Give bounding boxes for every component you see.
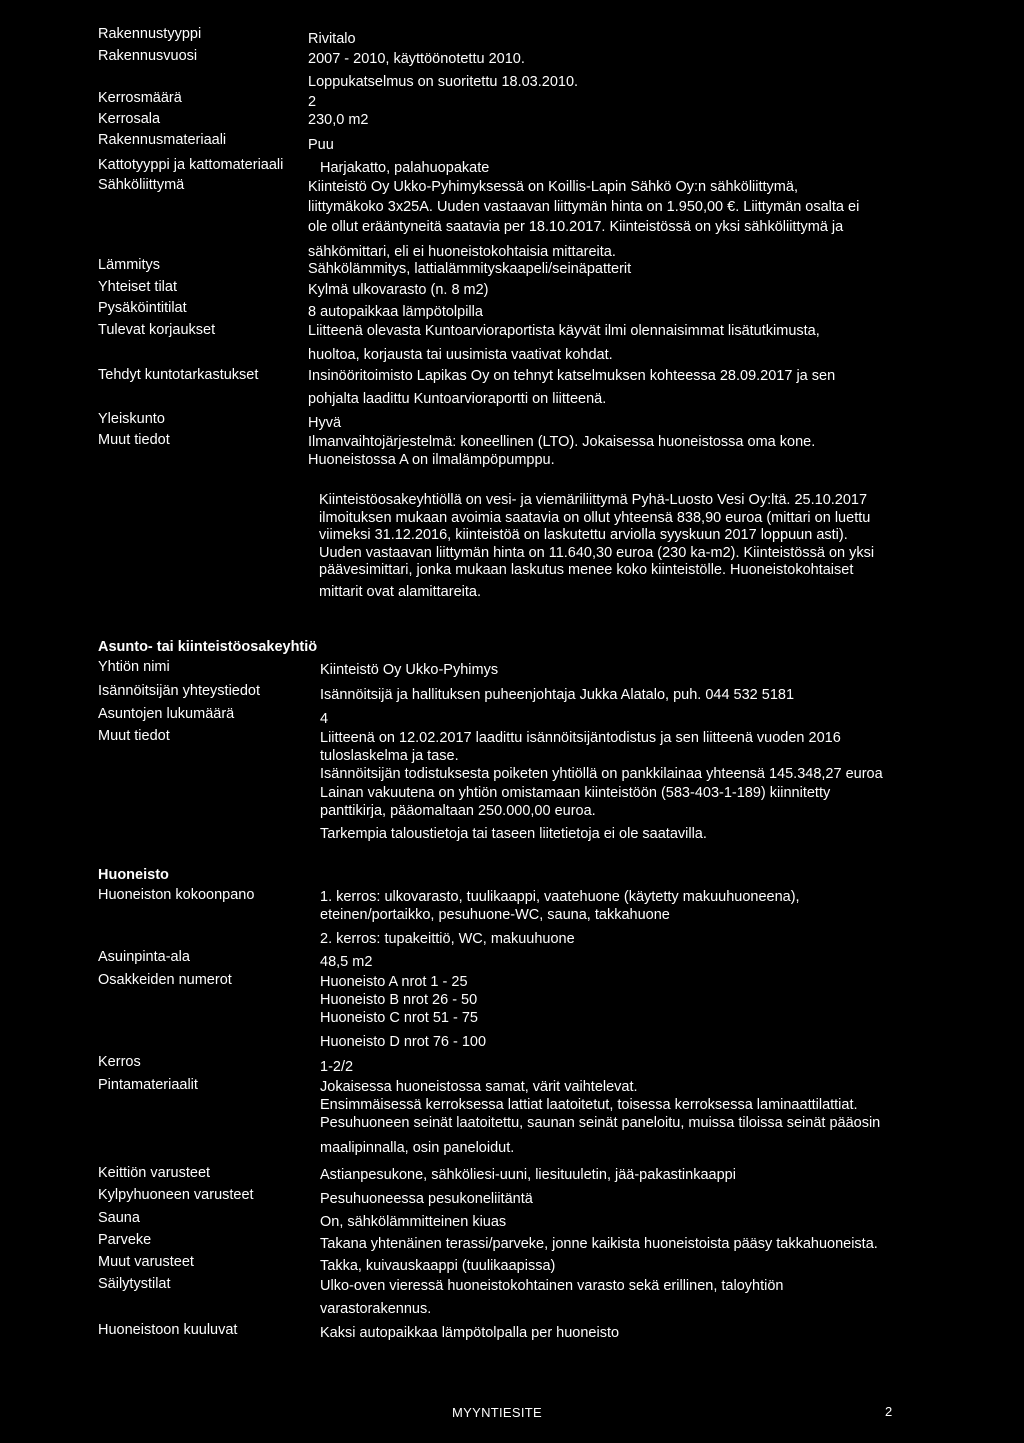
label: Asuinpinta-ala xyxy=(98,949,190,965)
value xyxy=(308,257,998,278)
label: Kerrosala xyxy=(98,111,161,127)
value-line: On, sähkölämmitteinen kiuas xyxy=(320,1214,507,1230)
value-line: Loppukatselmus on suoritettu 18.03.2010. xyxy=(308,74,579,91)
row-huoneistoon-kuuluvat xyxy=(98,1322,998,1344)
value-line: varastorakennus. xyxy=(320,1301,432,1318)
value xyxy=(320,972,998,1051)
value xyxy=(320,1232,998,1253)
note-line: ilmoituksen mukaan avoimia saatavia on ollut yhteensä 838,90 euroa (mittari on luettu xyxy=(319,509,871,526)
label: Muut tiedot xyxy=(98,728,170,744)
section-heading: Asunto- tai kiinteistöosakeyhtiö xyxy=(98,639,318,655)
value-line: Huoneisto A nrot 1 - 25 xyxy=(320,974,468,990)
value-line: Kiinteistö Oy Ukko-Pyhimyksessä on Koillis-Lapin Sähkö Oy:n sähköliittymä, xyxy=(308,179,798,195)
row-osakkeiden-numerot xyxy=(98,972,998,1054)
row-kokoonpano xyxy=(98,887,998,949)
row-sailytystilat xyxy=(98,1276,998,1322)
value xyxy=(308,322,998,364)
label: Tulevat korjaukset xyxy=(98,322,216,338)
value-line: 4 xyxy=(320,711,329,727)
note-line: mittarit ovat alamittareita. xyxy=(319,583,481,600)
row-pintamateriaalit xyxy=(98,1077,998,1165)
row-yleiskunto xyxy=(98,411,998,432)
value-line: 2 xyxy=(308,94,317,110)
label: Tehdyt kuntotarkastukset xyxy=(98,367,259,383)
value xyxy=(320,706,998,728)
value-line: Huoneisto B nrot 26 - 50 xyxy=(320,992,478,1009)
apartment-section xyxy=(98,866,998,1344)
note-line: Kiinteistöosakeyhtiöllä on vesi- ja viemäriliittymä Pyhä-Luosto Vesi Oy:ltä. 25.10.2017 xyxy=(319,492,868,508)
company-section xyxy=(98,638,998,848)
label: Yhteiset tilat xyxy=(98,279,177,295)
value xyxy=(320,683,998,704)
value-line: Huoneistossa A on ilmalämpöpumppu. xyxy=(308,452,555,469)
value-line: Ensimmäisessä kerroksessa lattiat laatoitetut, toisessa kerroksessa laminaattilattiat. xyxy=(320,1097,858,1114)
row-yhteiset-tilat xyxy=(98,279,998,300)
value-line: Sähkölämmitys, lattialämmityskaapeli/seinäpatterit xyxy=(308,261,632,277)
row-sahkoliittyma xyxy=(98,175,998,260)
label: Kattotyyppi ja kattomateriaali xyxy=(98,157,284,173)
value-line: Isännöitsijän todistuksesta poiketen yhtiöllä on pankkilainaa yhteensä 145.348,27 euroa xyxy=(320,766,883,783)
row-rakennusvuosi xyxy=(98,48,998,90)
value xyxy=(320,153,998,177)
value-line: Kiinteistö Oy Ukko-Pyhimys xyxy=(320,662,499,678)
value xyxy=(320,1077,998,1157)
value-line: Kaksi autopaikkaa lämpötolpalla per huoneisto xyxy=(320,1325,620,1341)
page-number: 2 xyxy=(885,1404,893,1419)
label: Yleiskunto xyxy=(98,411,165,427)
value-line: 1. kerros: ulkovarasto, tuulikaappi, vaatehuone (käytetty makuuhuoneena), xyxy=(320,889,800,905)
label: Asuntojen lukumäärä xyxy=(98,706,235,722)
value-line: Ilmanvaihtojärjestelmä: koneellinen (LTO). Jokaisessa huoneistossa oma kone. xyxy=(308,434,816,450)
note-line: Uuden vastaavan liittymän hinta on 11.640,30 euroa (230 ka-m2). Kiinteistössä on yksi xyxy=(319,544,875,561)
label: Pintamateriaalit xyxy=(98,1077,198,1093)
row-company-muut-tiedot xyxy=(98,728,998,848)
row-muut-varusteet xyxy=(98,1254,998,1276)
value xyxy=(308,90,998,111)
label: Muut tiedot xyxy=(98,432,170,448)
value-line: Liitteenä on 12.02.2017 laadittu isännöitsijäntodistus ja sen liitteenä vuoden 2016 xyxy=(320,730,841,746)
value-line: Lainan vakuutena on yhtiön omistamaan kiinteistöön (583-403-1-189) kiinnitetty xyxy=(320,784,831,801)
value-line: Tarkempia taloustietoja tai taseen liitetietoja ei ole saatavilla. xyxy=(320,826,707,843)
row-katto xyxy=(98,153,998,175)
value-line: Pesuhuoneessa pesukoneliitäntä xyxy=(320,1191,533,1207)
value xyxy=(320,1210,998,1231)
label: Lämmitys xyxy=(98,257,161,273)
row-kylpyhuoneen-varusteet xyxy=(98,1187,998,1210)
row-rakennustyyppi xyxy=(98,28,998,48)
value xyxy=(320,1165,998,1184)
label: Osakkeiden numerot xyxy=(98,972,232,988)
label: Pysäköintitilat xyxy=(98,300,187,316)
value xyxy=(308,432,998,469)
row-kerrosmaara xyxy=(98,90,998,111)
row-kerros xyxy=(98,1054,998,1077)
value-line: Takka, kuivauskaappi (tuulikaapissa) xyxy=(320,1258,556,1274)
value-line: pohjalta laadittu Kuntoarvioraportti on liitteenä. xyxy=(308,391,607,408)
label: Yhtiön nimi xyxy=(98,659,170,675)
value xyxy=(308,175,998,261)
value xyxy=(320,1187,998,1208)
value-line: tuloslaskelma ja tase. xyxy=(320,748,459,765)
value-line: 48,5 m2 xyxy=(320,954,373,970)
row-parveke xyxy=(98,1232,998,1254)
value-line: maalipinnalla, osin paneloidut. xyxy=(320,1139,515,1156)
value-line: Insinööritoimisto Lapikas Oy on tehnyt katselmuksen kohteessa 28.09.2017 ja sen xyxy=(308,368,836,384)
value xyxy=(320,887,998,949)
row-kerrosala xyxy=(98,111,998,132)
value xyxy=(320,1322,998,1342)
row-muut-tiedot xyxy=(98,432,998,492)
value-line: 8 autopaikkaa lämpötolpilla xyxy=(308,304,483,320)
value-line: Kylmä ulkovarasto (n. 8 m2) xyxy=(308,282,489,298)
value-line: Jokaisessa huoneistossa samat, värit vaihtelevat. xyxy=(320,1079,638,1095)
value xyxy=(308,411,998,432)
value xyxy=(320,659,998,679)
value xyxy=(308,28,998,48)
label: Sähköliittymä xyxy=(98,177,185,193)
building-section xyxy=(98,28,998,602)
value xyxy=(308,279,998,299)
value-line: ole ollut erääntyneitä saatavia per 18.10.2017. Kiinteistössä on yksi sähköliittymä ja xyxy=(308,219,844,236)
note-line: viimeksi 31.12.2016, kiinteistöä on laskutettu arviolla syyskuun 2017 loppuun asti). xyxy=(319,527,848,544)
value-line: Isännöitsijä ja hallituksen puheenjohtaja Jukka Alatalo, puh. 044 532 5181 xyxy=(320,687,795,703)
label: Huoneistoon kuuluvat xyxy=(98,1322,238,1338)
value-line: Puu xyxy=(308,137,334,153)
value-line: panttikirja, pääomaltaan 250.000,00 euroa. xyxy=(320,802,596,819)
value xyxy=(320,728,998,843)
label: Kerrosmäärä xyxy=(98,90,182,106)
value-line: Takana yhtenäinen terassi/parveke, jonne kaikista huoneistoista pääsy takkahuoneista. xyxy=(320,1236,878,1252)
label: Sauna xyxy=(98,1210,140,1226)
row-pysakointi xyxy=(98,300,998,322)
row-lammitys xyxy=(98,257,998,279)
label: Kylpyhuoneen varusteet xyxy=(98,1187,254,1203)
value-line: Rivitalo xyxy=(308,31,356,47)
value-line: Pesuhuoneen seinät laatoitettu, saunan seinät paneloitu, muissa tiloissa seinät pääosin xyxy=(320,1115,881,1132)
row-keittion-varusteet xyxy=(98,1165,998,1187)
value xyxy=(320,949,998,971)
row-asuinpinta-ala xyxy=(98,949,998,972)
value xyxy=(320,1276,998,1318)
section-heading: Huoneisto xyxy=(98,867,169,883)
label: Huoneiston kokoonpano xyxy=(98,887,255,903)
label: Muut varusteet xyxy=(98,1254,194,1270)
value xyxy=(308,367,998,408)
row-sauna xyxy=(98,1210,998,1232)
label: Säilytystilat xyxy=(98,1276,171,1292)
value xyxy=(320,1254,998,1275)
value xyxy=(308,111,998,129)
label: Keittiön varusteet xyxy=(98,1165,211,1181)
label: Rakennustyyppi xyxy=(98,26,202,42)
value-line: Astianpesukone, sähköliesi-uuni, liesituuletin, jää-pakastinkaappi xyxy=(320,1167,736,1183)
value-line: huoltoa, korjausta tai uusimista vaativat kohdat. xyxy=(308,347,613,364)
value xyxy=(308,300,998,321)
water-note xyxy=(319,492,998,602)
row-isannoitsija xyxy=(98,683,998,706)
value-line: sähkömittari, eli ei huoneistokohtaisia mittareita. xyxy=(308,243,616,260)
label: Kerros xyxy=(98,1054,141,1070)
footer-title: MYYNTIESITE xyxy=(452,1405,542,1420)
note-line: päävesimittari, jonka mukaan laskutus menee koko kiinteistölle. Huoneistokohtaiset xyxy=(319,562,854,579)
label: Rakennusvuosi xyxy=(98,48,198,64)
value-line: 2007 - 2010, käyttöönotettu 2010. xyxy=(308,51,525,67)
label: Isännöitsijän yhteystiedot xyxy=(98,683,261,699)
value-line: Huoneisto C nrot 51 - 75 xyxy=(320,1010,478,1027)
value-line: liittymäkoko 3x25A. Uuden vastaavan liittymän hinta on 1.950,00 €. Liittymän osalta ei xyxy=(308,199,860,216)
value-line: eteinen/portaikko, pesuhuone-WC, sauna, takkahuone xyxy=(320,907,670,924)
value-line: 1-2/2 xyxy=(320,1059,354,1075)
value-line: Hyvä xyxy=(308,415,342,431)
value-line: Ulko-oven vieressä huoneistokohtainen varasto sekä erillinen, taloyhtiön xyxy=(320,1278,784,1294)
value-line: Liitteenä olevasta Kuntoarvioraportista käyvät ilmi olennaisimmat lisätutkimusta, xyxy=(308,323,820,339)
label: Rakennusmateriaali xyxy=(98,132,227,148)
value xyxy=(308,132,998,154)
value-line: 2. kerros: tupakeittiö, WC, makuuhuone xyxy=(320,931,575,948)
value xyxy=(308,48,998,91)
label: Parveke xyxy=(98,1232,152,1248)
row-tehdyt-kuntotarkastukset xyxy=(98,367,998,411)
row-tulevat-korjaukset xyxy=(98,322,998,367)
value-line: 230,0 m2 xyxy=(308,112,369,128)
row-asuntojen-lukumaara xyxy=(98,706,998,728)
row-yhtion-nimi xyxy=(98,659,998,683)
value xyxy=(320,1054,998,1076)
value-line: Huoneisto D nrot 76 - 100 xyxy=(320,1033,487,1050)
row-rakennusmateriaali xyxy=(98,132,998,153)
value-line: Harjakatto, palahuopakate xyxy=(320,160,490,176)
